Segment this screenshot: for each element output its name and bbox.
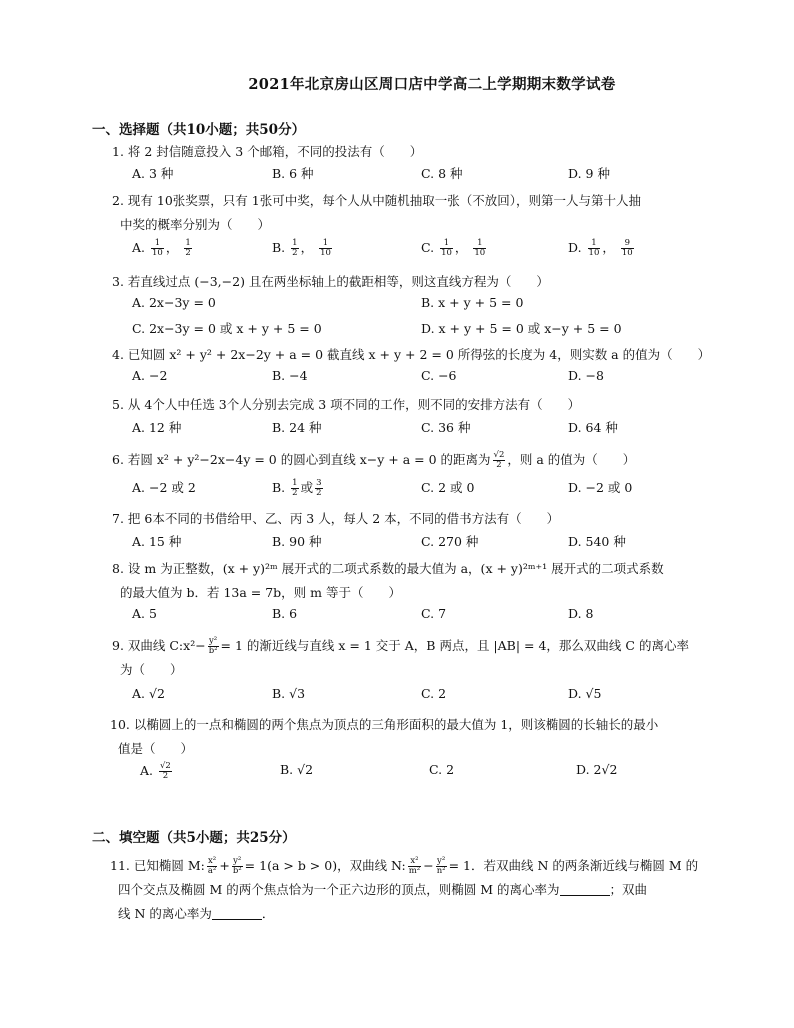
option-b: B. 6 种	[272, 166, 314, 181]
denominator: 2	[292, 488, 298, 498]
option-c: C. 270 种	[421, 534, 479, 549]
option-b-label: B.	[272, 480, 286, 495]
fraction	[291, 479, 298, 498]
fraction	[208, 637, 219, 656]
option-b: B. $\frac{1}{2}$ ， $\frac{1}{10}$	[272, 238, 331, 258]
option-d: D. −8	[568, 368, 604, 383]
option-c: C. −6	[421, 368, 457, 383]
numerator: √2	[493, 450, 505, 460]
question-8	[112, 557, 712, 605]
option-a: A. 2x−3y = 0	[132, 295, 216, 310]
numerator: 3	[316, 478, 322, 488]
option-c: C. 8 种	[421, 166, 463, 181]
question-11-stem	[110, 854, 710, 878]
question-11	[110, 854, 710, 926]
option-a: A. 15 种	[132, 534, 182, 549]
fraction	[232, 857, 243, 876]
numerator: y²	[437, 856, 446, 866]
option-c: C. 7	[421, 606, 447, 621]
numerator: 1	[151, 239, 164, 249]
question-9-stem-b: = 1 的渐近线与直线 x = 1 交于 A，B 两点，且 |AB| = 4，那么双曲线 C 的离心率	[220, 638, 689, 653]
option-b	[272, 478, 325, 498]
question-11-stem-a: 11. 已知椭圆 M:	[110, 858, 205, 873]
question-3-stem: 3. 若直线过点 (−3,−2) 且在两坐标轴上的截距相等，则这直线方程为（ ）	[112, 274, 549, 289]
question-3-options-row2	[132, 319, 712, 341]
question-9-stem-a: 9. 双曲线 C:x²−	[112, 638, 206, 653]
question-11-stem-c: = 1．若双曲线 N 的两条渐近线与椭圆 M 的	[448, 858, 699, 873]
denominator: a²	[207, 866, 217, 876]
option-a	[140, 762, 174, 781]
question-6-stem-a: 6. 若圆 x² + y²−2x−4y = 0 的圆心到直线 x−y + a = 0 的距离为	[112, 452, 491, 467]
fraction	[291, 239, 298, 258]
question-2-options	[132, 238, 712, 260]
question-1	[112, 140, 712, 164]
option-c-label: C.	[421, 240, 435, 255]
question-10-options	[140, 762, 720, 784]
denominator: 2	[496, 460, 502, 470]
question-9-stem	[112, 634, 712, 658]
question-3	[112, 270, 712, 294]
question-8-stem-cont: 的最大值为 b．若 13a = 7b，则 m 等于（ ）	[120, 585, 401, 600]
question-11-line-2	[110, 878, 710, 902]
option-b: B. −4	[272, 368, 308, 383]
numerator: 9	[621, 239, 634, 249]
option-b: B. √3	[272, 686, 306, 701]
denominator: 10	[152, 248, 163, 258]
option-a: A. 5	[132, 606, 157, 621]
question-2	[112, 189, 712, 237]
question-1-options	[132, 164, 712, 186]
fraction	[159, 762, 172, 781]
numerator: 1	[473, 239, 486, 249]
option-b: B. x + y + 5 = 0	[421, 295, 524, 310]
option-b: B. 6	[272, 606, 298, 621]
question-2-stem: 2. 现有 10张奖票，只有 1张可中奖，每个人从中随机抽取一张（不放回），则第一人与第十人抽	[112, 193, 641, 208]
plus-sign: +	[219, 858, 230, 873]
question-3-options-row1	[132, 295, 712, 317]
option-c: C. 36 种	[421, 420, 471, 435]
option-d: D. √5	[568, 686, 602, 701]
fraction	[184, 239, 191, 258]
section-choice-heading: 一、选择题（共10小题；共50分）	[92, 122, 306, 138]
option-b: B. 24 种	[272, 420, 322, 435]
question-11-line-3-text: 线 N 的离心率为	[118, 906, 212, 921]
section-fill-heading: 二、填空题（共5小题；共25分）	[92, 830, 296, 846]
question-6-stem-b: ，则 a 的值为（ ）	[507, 452, 636, 467]
option-d: D. 2√2	[576, 762, 618, 777]
question-11-line-2-text: 四个交点及椭圆 M 的两个焦点恰为一个正六边形的顶点，则椭圆 M 的离心率为	[118, 882, 560, 897]
denominator: 10	[441, 248, 452, 258]
denominator: 10	[320, 248, 331, 258]
option-d: D. 540 种	[568, 534, 626, 549]
denominator: b²	[208, 646, 218, 656]
fraction	[473, 239, 486, 258]
denominator: 2	[185, 248, 191, 258]
numerator: y²	[209, 636, 218, 646]
fraction	[408, 857, 421, 876]
fraction	[207, 857, 217, 876]
fraction	[440, 239, 453, 258]
option-d-label: D.	[568, 240, 582, 255]
numerator: y²	[233, 856, 242, 866]
denominator: m²	[408, 866, 421, 876]
option-b: B. √2	[280, 762, 314, 777]
question-8-options	[132, 606, 712, 628]
numerator: √2	[160, 761, 171, 771]
numerator: x²	[207, 856, 217, 866]
option-d: D. 8	[568, 606, 594, 621]
numerator: 1	[440, 239, 453, 249]
numerator: 1	[185, 238, 191, 248]
question-5-stem: 5. 从 4个人中任选 3个人分别去完成 3 项不同的工作，则不同的安排方法有（ ）	[112, 397, 581, 412]
denominator: b²	[232, 866, 242, 876]
denominator: 10	[474, 248, 486, 258]
question-8-stem: 8. 设 m 为正整数，(x + y)²ᵐ 展开式的二项式系数的最大值为 a，(x + y)²ᵐ⁺¹ 展开式的二项式系数	[112, 561, 664, 576]
option-d: D. 9 种	[568, 166, 610, 181]
option-d: D. x + y + 5 = 0 或 x−y + 5 = 0	[421, 321, 622, 336]
question-11-stem-b: = 1(a > b > 0)，双曲线 N:	[244, 858, 406, 873]
question-2-stem-cont: 中奖的概率分别为（ ）	[120, 217, 271, 232]
fraction	[151, 239, 164, 258]
numerator: 1	[588, 239, 601, 249]
question-1-stem: 1. 将 2 封信随意投入 3 个邮箱，不同的投法有（ ）	[112, 144, 423, 159]
fraction	[493, 451, 506, 470]
question-6	[112, 448, 712, 472]
question-7	[112, 507, 712, 531]
option-c: C. 2x−3y = 0 或 x + y + 5 = 0	[132, 321, 322, 336]
question-10-stem: 10. 以椭圆上的一点和椭圆的两个焦点为顶点的三角形面积的最大值为 1，则该椭圆的长轴长的最小	[110, 717, 659, 732]
option-c: C. 2	[429, 762, 455, 777]
option-b-label: B.	[272, 240, 286, 255]
fraction	[588, 239, 601, 258]
question-9-options	[132, 686, 712, 708]
option-a: A. −2	[132, 368, 168, 383]
numerator: 1	[292, 238, 298, 248]
numerator: 1	[319, 239, 332, 249]
numerator: 1	[292, 478, 298, 488]
denominator: n²	[436, 866, 446, 876]
option-b: B. 90 种	[272, 534, 322, 549]
denominator: 10	[621, 248, 633, 258]
answer-blank-1[interactable]	[560, 883, 610, 896]
question-9-stem-cont: 为（ ）	[120, 662, 183, 677]
fraction	[315, 479, 322, 498]
numerator: x²	[408, 857, 421, 867]
question-5	[112, 393, 712, 417]
question-4-options	[132, 368, 712, 390]
answer-blank-2[interactable]	[212, 907, 262, 920]
question-5-options	[132, 418, 712, 440]
question-7-stem: 7. 把 6本不同的书借给甲、乙、丙 3 人，每人 2 本，不同的借书方法有（ ）	[112, 511, 560, 526]
option-a-label: A.	[140, 763, 154, 778]
question-10-stem-cont: 值是（ ）	[118, 741, 194, 756]
option-c: C. 2	[421, 686, 447, 701]
option-a-label: A.	[132, 240, 146, 255]
option-b-or: 或	[300, 480, 314, 495]
question-6-stem	[112, 448, 712, 472]
question-11-line-3-tail: ．	[261, 906, 275, 921]
page-title: 2021年北京房山区周口店中学高二上学期期末数学试卷	[248, 76, 616, 93]
denominator: 2	[162, 771, 169, 781]
question-11-line-2-tail: ；双曲	[609, 882, 648, 897]
fraction	[319, 239, 332, 258]
option-d: D. $\frac{1}{10}$ ， $\frac{9}{10}$	[568, 238, 633, 258]
question-10	[110, 713, 710, 761]
denominator: 2	[292, 248, 298, 258]
question-7-options	[132, 532, 712, 554]
fraction	[621, 239, 634, 258]
question-4	[112, 343, 712, 367]
option-d: D. 64 种	[568, 420, 618, 435]
question-9	[112, 634, 712, 682]
minus-sign: −	[423, 858, 434, 873]
fraction	[436, 857, 447, 876]
denominator: 2	[316, 488, 322, 498]
option-c: C. $\frac{1}{10}$ ， $\frac{1}{10}$	[421, 238, 486, 258]
option-c: C. 2 或 0	[421, 480, 475, 495]
option-d: D. −2 或 0	[568, 480, 633, 495]
question-11-line-3	[110, 902, 710, 926]
question-4-stem: 4. 已知圆 x² + y² + 2x−2y + a = 0 截直线 x + y + 2 = 0 所得弦的长度为 4，则实数 a 的值为（ ）	[112, 347, 711, 362]
question-6-options	[132, 478, 712, 500]
denominator: 10	[588, 248, 600, 258]
option-a: A. −2 或 2	[132, 480, 196, 495]
option-a: A. √2	[132, 686, 165, 701]
option-a: A. 12 种	[132, 420, 182, 435]
option-a: A. $\frac{1}{10}$ ， $\frac{1}{2}$	[132, 238, 191, 258]
option-a: A. 3 种	[132, 166, 174, 181]
